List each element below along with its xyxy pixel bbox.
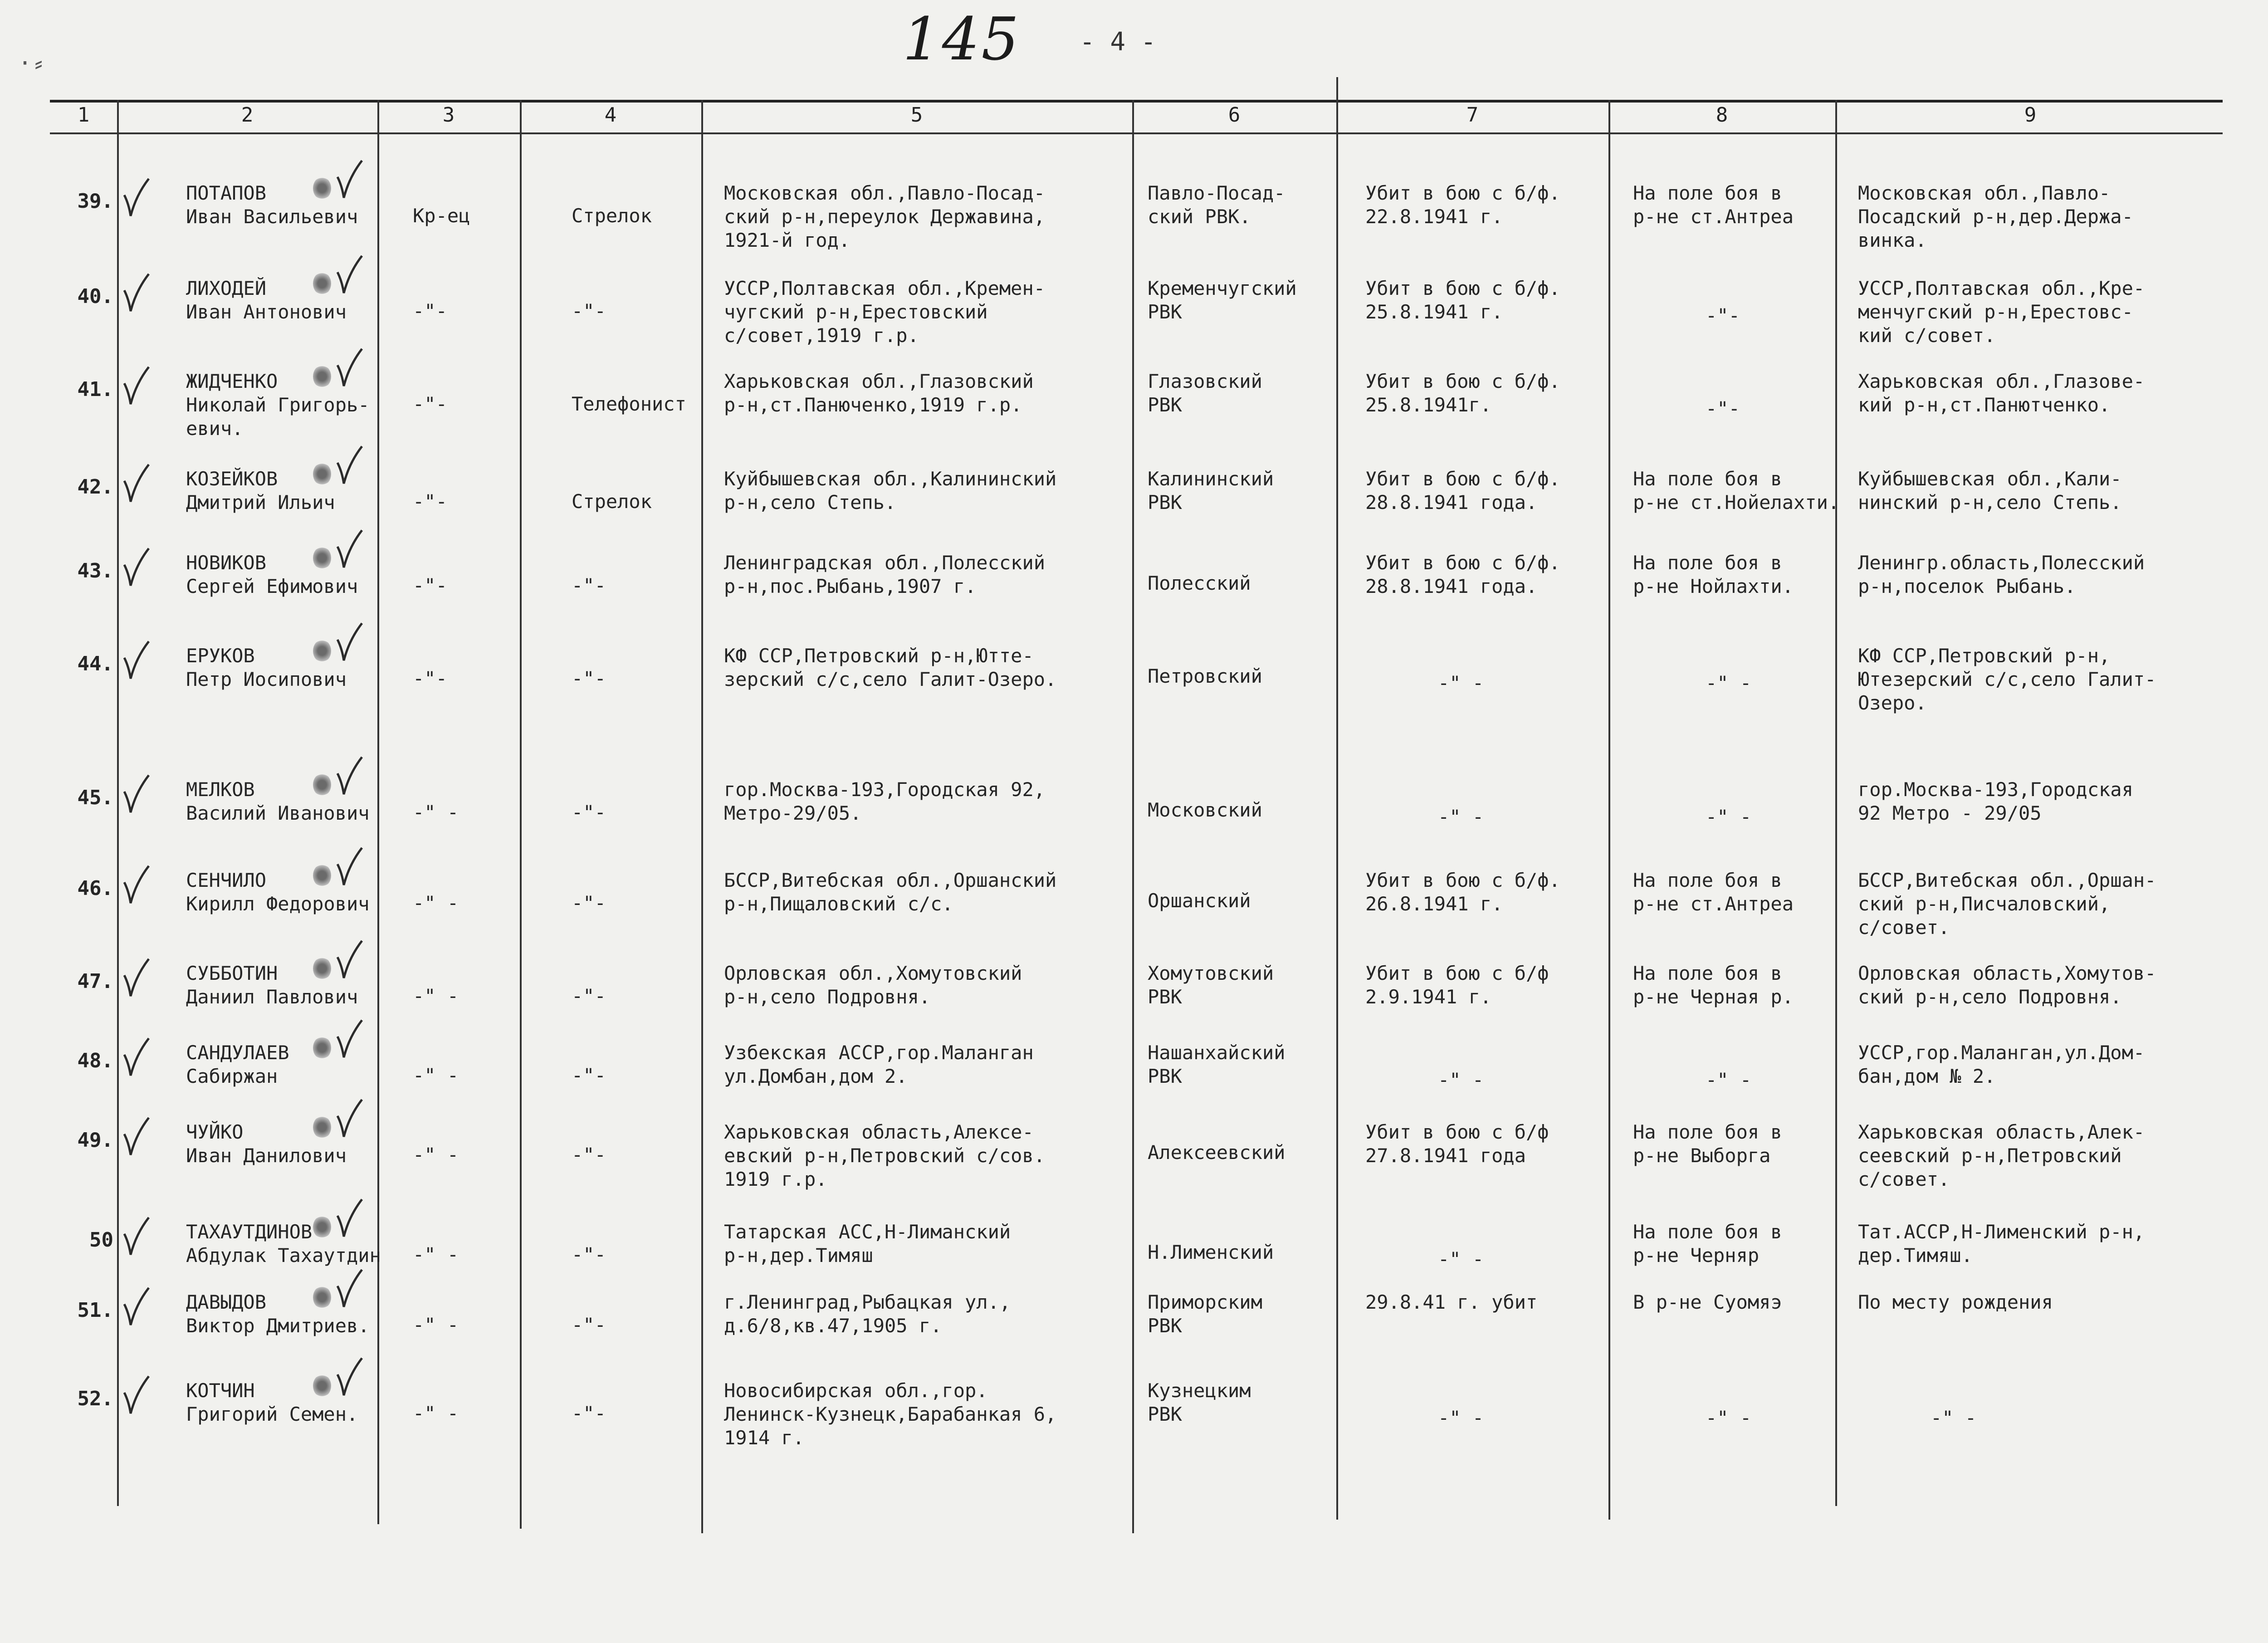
- cell-death: 29.8.41 г. убит: [1365, 1291, 1538, 1313]
- checkmark-icon: [336, 528, 363, 569]
- cell-birth: Ленинградская обл.,Полесский р-н,пос.Рыбань,1907 г.: [724, 552, 1046, 597]
- cell-address: Харьковская область,Алек- сеевский р-н,Петровский с/совет.: [1858, 1121, 2145, 1190]
- cell-position: -"-: [572, 1243, 606, 1266]
- page-marker: - 4 -: [1080, 27, 1156, 57]
- cell-name: ПОТАПОВ Иван Васильевич: [186, 182, 358, 228]
- cell-position: -"-: [572, 801, 606, 823]
- checkmark-icon: [336, 1198, 363, 1238]
- cell-address: Московская обл.,Павло- Посадский р-н,дер.Держа- винка.: [1858, 182, 2133, 251]
- checkmark-icon: [336, 159, 363, 200]
- column-number: 3: [442, 103, 455, 127]
- cell-burial: -"-: [1706, 397, 1740, 420]
- cell-position: Стрелок: [572, 205, 652, 227]
- column-divider: [701, 100, 703, 1533]
- cell-num: 50: [89, 1228, 113, 1252]
- cell-rvk: Петровский: [1148, 665, 1262, 687]
- cell-burial: На поле боя в р-не Черняр: [1633, 1221, 1782, 1266]
- cell-burial: На поле боя в р-не Нойлахти.: [1633, 552, 1794, 597]
- cell-name: ДАВЫДОВ Виктор Дмитриев.: [186, 1291, 370, 1337]
- header-rule-top: [50, 100, 2223, 103]
- ink-dot-mark: [313, 864, 331, 887]
- cell-burial: В р-не Суомяэ: [1633, 1291, 1782, 1313]
- cell-burial: На поле боя в р-не ст.Нойелахти.: [1633, 468, 1840, 513]
- cell-birth: Харьковская обл.,Глазовский р-н,ст.Панюченко,1919 г.р.: [724, 370, 1034, 416]
- ink-dot-mark: [313, 365, 331, 388]
- column-divider: [1336, 77, 1338, 1520]
- cell-burial: -" -: [1706, 1407, 1752, 1429]
- cell-num: 39.: [77, 190, 113, 213]
- cell-rvk: Глазовский РВК: [1148, 370, 1262, 416]
- ink-dot-mark: [313, 547, 331, 569]
- cell-rank: -" -: [413, 985, 459, 1007]
- cell-num: 49.: [77, 1129, 113, 1152]
- cell-num: 44.: [77, 652, 113, 675]
- header-rule-bottom: [50, 132, 2223, 134]
- checkmark-icon: [122, 547, 150, 587]
- cell-position: -"-: [572, 574, 606, 597]
- ink-dot-mark: [313, 463, 331, 485]
- cell-death: Убит в бою с б/ф. 28.8.1941 года.: [1365, 468, 1560, 513]
- ink-dot-mark: [313, 1286, 331, 1309]
- cell-rank: -" -: [413, 1064, 459, 1086]
- cell-address: Куйбышевская обл.,Кали- нинский р-н,село Степь.: [1858, 468, 2122, 513]
- ink-dot-mark: [313, 1116, 331, 1139]
- checkmark-icon: [336, 1098, 363, 1139]
- cell-rvk: Калининский РВК: [1148, 468, 1274, 513]
- cell-position: -"-: [572, 1144, 606, 1166]
- checkmark-icon: [336, 755, 363, 796]
- cell-name: ТАХАУТДИНОВ Абдулак Тахаутдин: [186, 1221, 381, 1266]
- cell-birth: г.Ленинград,Рыбацкая ул., д.6/8,кв.47,1905 г.: [724, 1291, 1011, 1337]
- cell-birth: БССР,Витебская обл.,Оршанский р-н,Пищаловский с/с.: [724, 869, 1057, 915]
- checkmark-icon: [336, 846, 363, 887]
- cell-death: Убит в бою с б/ф. 28.8.1941 года.: [1365, 552, 1560, 597]
- checkmark-icon: [122, 177, 150, 218]
- column-number: 4: [604, 103, 617, 127]
- cell-rvk: Алексеевский: [1148, 1141, 1286, 1164]
- checkmark-icon: [336, 1356, 363, 1397]
- checkmark-icon: [336, 939, 363, 980]
- cell-position: -"-: [572, 1402, 606, 1424]
- column-divider: [520, 100, 522, 1529]
- cell-address: Тат.АССР,Н-Лименский р-н, дер.Тимяш.: [1858, 1221, 2145, 1266]
- cell-death: -" -: [1438, 1069, 1484, 1091]
- column-number: 9: [2024, 103, 2037, 127]
- cell-death: -" -: [1438, 1248, 1484, 1270]
- checkmark-icon: [336, 621, 363, 662]
- cell-position: -"-: [572, 1314, 606, 1336]
- cell-rank: -" -: [413, 1314, 459, 1336]
- cell-rank: -"-: [413, 574, 447, 597]
- ink-dot-mark: [313, 1037, 331, 1059]
- checkmark-icon: [336, 1268, 363, 1309]
- cell-rvk: Кузнецким РВК: [1148, 1379, 1251, 1425]
- cell-rank: -"-: [413, 667, 447, 689]
- ink-dot-mark: [313, 177, 331, 200]
- archive-stamp-number: 145: [903, 5, 1021, 73]
- cell-rank: -"-: [413, 393, 447, 415]
- cell-burial: На поле боя в р-не ст.Антреа: [1633, 182, 1794, 228]
- cell-name: НОВИКОВ Сергей Ефимович: [186, 552, 358, 597]
- checkmark-icon: [122, 957, 150, 998]
- cell-burial: На поле боя в р-не Выборга: [1633, 1121, 1782, 1167]
- cell-num: 46.: [77, 877, 113, 900]
- cell-death: Убит в бою с б/ф 27.8.1941 года: [1365, 1121, 1549, 1167]
- cell-position: -"-: [572, 300, 606, 322]
- cell-rvk: Павло-Посад- ский РВК.: [1148, 182, 1286, 228]
- cell-rank: -" -: [413, 801, 459, 823]
- cell-rank: -" -: [413, 1402, 459, 1424]
- cell-burial: -"-: [1706, 304, 1740, 327]
- cell-address: УССР,Полтавская обл.,Кре- менчугский р-н,Ерестовс- кий с/совет.: [1858, 277, 2145, 347]
- cell-position: Стрелок: [572, 490, 652, 513]
- column-number: 5: [910, 103, 923, 127]
- cell-rank: -"-: [413, 490, 447, 513]
- cell-num: 43.: [77, 559, 113, 582]
- cell-num: 42.: [77, 475, 113, 499]
- margin-mark: ⋅⸗: [18, 50, 46, 76]
- checkmark-icon: [336, 254, 363, 295]
- cell-burial: -" -: [1706, 806, 1752, 828]
- cell-death: Убит в бою с б/ф. 25.8.1941г.: [1365, 370, 1560, 416]
- cell-address: Харьковская обл.,Глазове- кий р-н,ст.Панютченко.: [1858, 370, 2145, 416]
- cell-birth: КФ ССР,Петровский р-н,Ютте- зерский с/с,село Галит-Озеро.: [724, 645, 1057, 690]
- cell-rank: -" -: [413, 1243, 459, 1266]
- checkmark-icon: [122, 272, 150, 313]
- cell-rank: -" -: [413, 892, 459, 914]
- cell-address: БССР,Витебская обл.,Оршан- ский р-н,Писчаловский, с/совет.: [1858, 869, 2156, 939]
- cell-name: ЖИДЧЕНКО Николай Григорь- евич.: [186, 370, 370, 440]
- cell-burial: На поле боя в р-не Черная р.: [1633, 962, 1794, 1008]
- checkmark-icon: [122, 365, 150, 406]
- cell-name: МЕЛКОВ Василий Иванович: [186, 778, 370, 824]
- cell-rank: -" -: [413, 1144, 459, 1166]
- cell-name: САНДУЛАЕВ Сабиржан: [186, 1042, 289, 1087]
- cell-name: ЕРУКОВ Петр Иосипович: [186, 645, 347, 690]
- cell-num: 47.: [77, 970, 113, 993]
- cell-birth: Узбекская АССР,гор.Маланган ул.Домбан,дом 2.: [724, 1042, 1034, 1087]
- cell-address: Ленингр.область,Полесский р-н,поселок Рыбань.: [1858, 552, 2145, 597]
- cell-birth: гор.Москва-193,Городская 92, Метро-29/05.: [724, 778, 1046, 824]
- checkmark-icon: [122, 1037, 150, 1077]
- cell-address: гор.Москва-193,Городская 92 Метро - 29/05: [1858, 778, 2133, 824]
- checkmark-icon: [122, 773, 150, 814]
- cell-name: ЛИХОДЕЙ Иван Антонович: [186, 277, 347, 323]
- cell-birth: Новосибирская обл.,гор. Ленинск-Кузнецк,Барабанкая 6, 1914 г.: [724, 1379, 1057, 1449]
- cell-name: СУББОТИН Даниил Павлович: [186, 962, 358, 1008]
- column-divider: [377, 100, 379, 1524]
- checkmark-icon: [122, 463, 150, 504]
- cell-rvk: Хомутовский РВК: [1148, 962, 1274, 1008]
- cell-death: Убит в бою с б/ф. 25.8.1941 г.: [1365, 277, 1560, 323]
- cell-num: 52.: [77, 1387, 113, 1410]
- cell-birth: Татарская АСС,Н-Лиманский р-н,дер.Тимяш: [724, 1221, 1011, 1266]
- column-divider: [1608, 100, 1610, 1520]
- cell-position: -"-: [572, 667, 606, 689]
- checkmark-icon: [336, 1018, 363, 1059]
- cell-birth: Куйбышевская обл.,Калининский р-н,село Степь.: [724, 468, 1057, 513]
- cell-rvk: Кременчугский РВК: [1148, 277, 1297, 323]
- cell-rvk: Полесский: [1148, 572, 1251, 594]
- column-number: 2: [241, 103, 254, 127]
- cell-num: 45.: [77, 786, 113, 809]
- ink-dot-mark: [313, 957, 331, 980]
- cell-address: КФ ССР,Петровский р-н, Ютезерский с/с,село Галит- Озеро.: [1858, 645, 2156, 714]
- cell-position: Телефонист: [572, 393, 686, 415]
- ink-dot-mark: [313, 773, 331, 796]
- ink-dot-mark: [313, 1216, 331, 1238]
- ink-dot-mark: [313, 272, 331, 295]
- column-number: 8: [1716, 103, 1728, 127]
- checkmark-icon: [122, 864, 150, 905]
- checkmark-icon: [122, 1116, 150, 1157]
- cell-burial: На поле боя в р-не ст.Антреа: [1633, 869, 1794, 915]
- cell-death: Убит в бою с б/ф 2.9.1941 г.: [1365, 962, 1549, 1008]
- column-number: 7: [1466, 103, 1479, 127]
- cell-name: КОТЧИН Григорий Семен.: [186, 1379, 358, 1425]
- cell-rvk: Оршанский: [1148, 890, 1251, 912]
- cell-num: 48.: [77, 1049, 113, 1072]
- cell-birth: Харьковская область,Алексе- евский р-н,Петровский с/сов. 1919 г.р.: [724, 1121, 1046, 1190]
- cell-position: -"-: [572, 1064, 606, 1086]
- checkmark-icon: [122, 1374, 150, 1415]
- cell-num: 51.: [77, 1299, 113, 1322]
- cell-num: 41.: [77, 378, 113, 401]
- cell-death: Убит в бою с б/ф. 22.8.1941 г.: [1365, 182, 1560, 228]
- checkmark-icon: [122, 1286, 150, 1327]
- checkmark-icon: [336, 347, 363, 388]
- cell-rvk: Приморским РВК: [1148, 1291, 1262, 1337]
- column-divider: [117, 100, 119, 1506]
- cell-birth: Орловская обл.,Хомутовский р-н,село Подровня.: [724, 962, 1022, 1008]
- cell-address: Орловская область,Хомутов- ский р-н,село Подровня.: [1858, 962, 2156, 1008]
- cell-death: -" -: [1438, 672, 1484, 694]
- ink-dot-mark: [313, 640, 331, 662]
- column-divider: [1835, 100, 1837, 1506]
- cell-address: По месту рождения: [1858, 1291, 2053, 1313]
- column-number: 1: [77, 103, 90, 127]
- cell-birth: Московская обл.,Павло-Посад- ский р-н,переулок Державина, 1921-й год.: [724, 182, 1046, 251]
- ink-dot-mark: [313, 1374, 331, 1397]
- cell-name: КОЗЕЙКОВ Дмитрий Ильич: [186, 468, 335, 513]
- column-divider: [1132, 100, 1134, 1533]
- checkmark-icon: [336, 445, 363, 485]
- cell-death: -" -: [1438, 806, 1484, 828]
- cell-death: -" -: [1438, 1407, 1484, 1429]
- cell-name: СЕНЧИЛО Кирилл Федорович: [186, 869, 370, 915]
- column-number: 6: [1228, 103, 1241, 127]
- cell-position: -"-: [572, 985, 606, 1007]
- cell-burial: -" -: [1706, 1069, 1752, 1091]
- cell-address: УССР,гор.Маланган,ул.Дом- бан,дом № 2.: [1858, 1042, 2145, 1087]
- checkmark-icon: [122, 1216, 150, 1257]
- cell-num: 40.: [77, 285, 113, 308]
- cell-position: -"-: [572, 892, 606, 914]
- cell-burial: -" -: [1706, 672, 1752, 694]
- cell-name: ЧУЙКО Иван Данилович: [186, 1121, 347, 1167]
- cell-rvk: Московский: [1148, 799, 1262, 821]
- cell-death: Убит в бою с б/ф. 26.8.1941 г.: [1365, 869, 1560, 915]
- cell-rank: -"-: [413, 300, 447, 322]
- cell-rvk: Н.Лименский: [1148, 1241, 1274, 1263]
- cell-rank: Кр-ец: [413, 205, 470, 227]
- cell-address: -" -: [1931, 1407, 1977, 1429]
- cell-rvk: Нашанхайский РВК: [1148, 1042, 1286, 1087]
- cell-birth: УССР,Полтавская обл.,Кремен- чугский р-н,Ерестовский с/совет,1919 г.р.: [724, 277, 1046, 347]
- checkmark-icon: [122, 640, 150, 680]
